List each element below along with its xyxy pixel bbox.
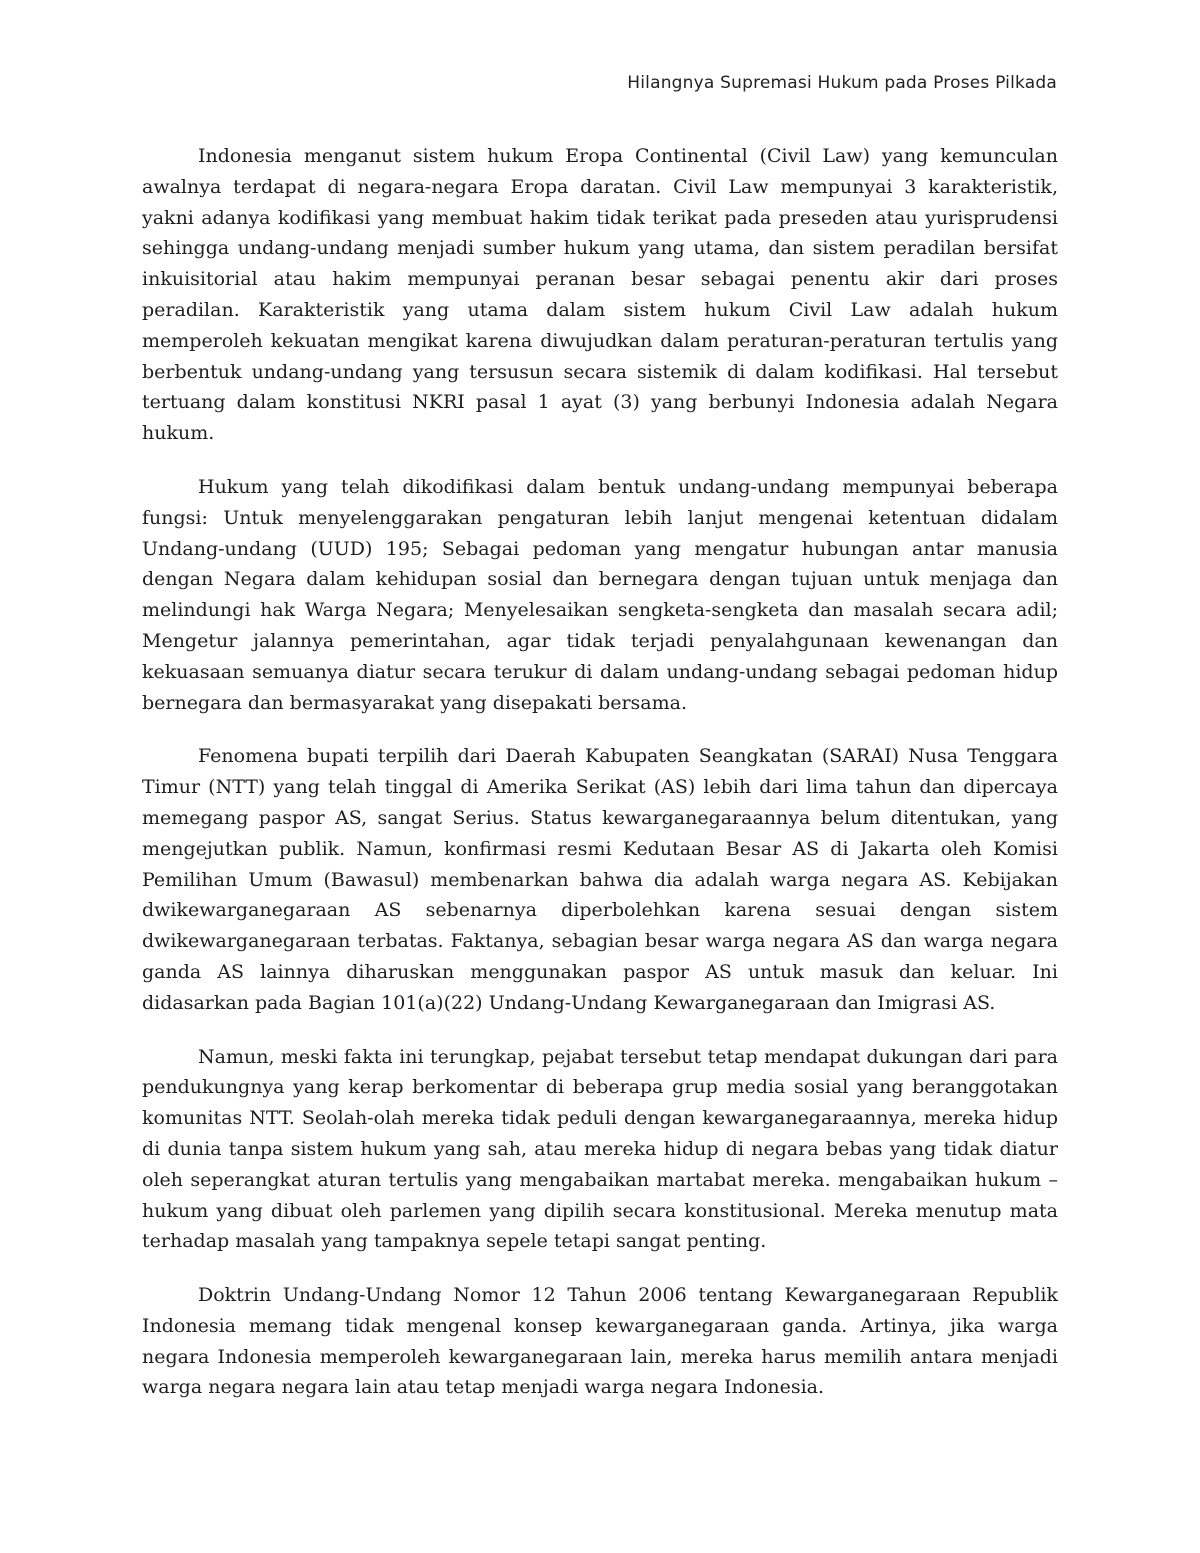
running-header: Hilangnya Supremasi Hukum pada Proses Pilkada xyxy=(627,73,1057,93)
document-body xyxy=(142,141,1058,1426)
paragraph-fungsi-hukum: Hukum yang telah dikodifikasi dalam bentuk undang-undang mempunyai beberapa fungsi: Untuk menyelenggarakan pengaturan lebih lanjut mengenai ketentuan didalam Undang-undang (UUD) 195; Sebagai pedoman yang mengatur hubungan antar manusia dengan Negara dalam kehidupan sosial dan bernegara dengan tujuan untuk menjaga dan melindungi hak Warga Negara; Menyelesaikan sengketa-sengketa dan masalah secara adil; Mengetur jalannya pemerintahan, agar tidak terjadi penyalahgunaan kewenangan dan kekuasaan semuanya diatur secara terukur di dalam undang-undang sebagai pedoman hidup bernegara dan bermasyarakat yang disepakati bersama. xyxy=(142,475,1058,714)
paragraph-civil-law: Indonesia menganut sistem hukum Eropa Continental (Civil Law) yang kemunculan awalnya terdapat di negara-negara Eropa daratan. Civil Law mempunyai 3 karakteristik, yakni adanya kodifikasi yang membuat hakim tidak terikat pada preseden atau yurisprudensi sehingga undang-undang menjadi sumber hukum yang utama, dan sistem peradilan bersifat inkuisitorial atau hakim mempunyai peranan besar sebagai penentu akir dari proses peradilan. Karakteristik yang utama dalam sistem hukum Civil Law adalah hukum memperoleh kekuatan mengikat karena diwujudkan dalam peraturan-peraturan tertulis yang berbentuk undang-undang yang tersusun secara sistemik di dalam kodifikasi. Hal tersebut tertuang dalam konstitusi NKRI pasal 1 ayat (3) yang berbunyi Indonesia adalah Negara hukum. xyxy=(142,145,1058,445)
paragraph-doktrin-uu: Doktrin Undang-Undang Nomor 12 Tahun 2006 tentang Kewarganegaraan Republik Indonesia memang tidak mengenal konsep kewarganegaraan ganda. Artinya, jika warga negara Indonesia memperoleh kewarganegaraan lain, mereka harus memilih antara menjadi warga negara negara lain atau tetap menjadi warga negara Indonesia. xyxy=(142,1284,1058,1399)
paragraph-dukungan: Namun, meski fakta ini terungkap, pejabat tersebut tetap mendapat dukungan dari para pendukungnya yang kerap berkomentar di beberapa grup media sosial yang beranggotakan komunitas NTT. Seolah-olah mereka tidak peduli dengan kewarganegaraannya, mereka hidup di dunia tanpa sistem hukum yang sah, atau mereka hidup di negara bebas yang tidak diatur oleh seperangkat aturan tertulis yang mengabaikan martabat mereka. mengabaikan hukum – hukum yang dibuat oleh parlemen yang dipilih secara konstitusional. Mereka menutup mata terhadap masalah yang tampaknya sepele tetapi sangat penting. xyxy=(142,1045,1058,1253)
paragraph-fenomena-bupati: Fenomena bupati terpilih dari Daerah Kabupaten Seangkatan (SARAI) Nusa Tenggara Timur (NTT) yang telah tinggal di Amerika Serikat (AS) lebih dari lima tahun dan dipercaya memegang paspor AS, sangat Serius. Status kewarganegaraannya belum ditentukan, yang mengejutkan publik. Namun, konfirmasi resmi Kedutaan Besar AS di Jakarta oleh Komisi Pemilihan Umum (Bawasul) membenarkan bahwa dia adalah warga negara AS. Kebijakan dwikewarganegaraan AS sebenarnya diperbolehkan karena sesuai dengan sistem dwikewarganegaraan terbatas. Faktanya, sebagian besar warga negara AS dan warga negara ganda AS lainnya diharuskan menggunakan paspor AS untuk masuk dan keluar. Ini didasarkan pada Bagian 101(a)(22) Undang-Undang Kewarganegaraan dan Imigrasi AS. xyxy=(142,745,1058,1014)
